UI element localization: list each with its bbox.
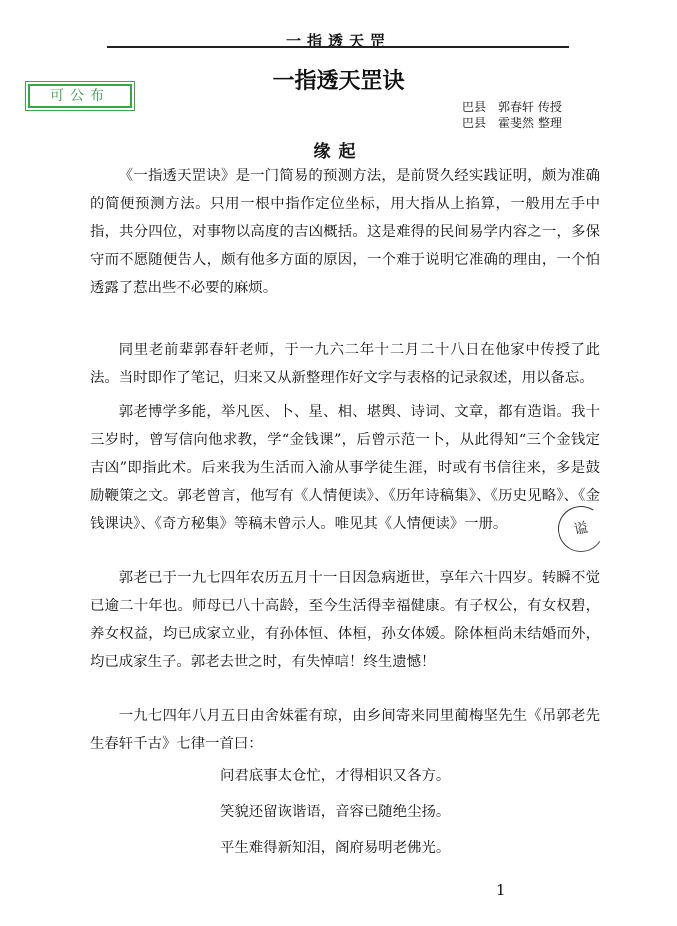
document-title: 一指透天罡诀 bbox=[272, 69, 405, 94]
running-header: 一指透天罡 bbox=[285, 32, 391, 50]
handwritten-margin-note: 谥 bbox=[554, 502, 609, 557]
paragraph: 郭老博学多能，举凡医、卜、星、相、堪舆、诗词、文章，都有造诣。我十三岁时，曾写信向他求教，学“金钱课”，后曾示范一卜，从此得知“三个金钱定吉凶”即指此术。后来我为生活而入渝从事学徒生涯，时或有书信往来，多是鼓励鞭策之文。郭老曾言，他写有《人情便读》、《历年诗稿集》、《历史见略》、《金钱课诀》、《奇方秘集》等稿未曾示人。唯见其《人情便读》一册。 bbox=[90, 404, 600, 532]
poem-line: 笑貌还留诙谐语，音容已随绝尘扬。 bbox=[220, 804, 451, 820]
paragraph: 郭老已于一九七四年农历五月十一日因急病逝世，享年六十四岁。转瞬不觉已逾二十年也。师母已八十高龄，至今生活得幸福健康。有子权公，有女权碧，养女权益，均已成家立业，有孙体恒、体桓，孙女体媛。除体桓尚未结婚而外，均已成家生子。郭老去世之时，有失悼唁！终生遗憾！ bbox=[90, 570, 600, 670]
page-number: 1 bbox=[496, 881, 506, 899]
poem-line: 平生难得新知泪，阁府易明老佛光。 bbox=[220, 840, 451, 856]
byline-editor: 巴县 霍斐然 整理 bbox=[462, 116, 562, 130]
approval-stamp: 可公布 bbox=[28, 84, 132, 108]
paragraph: 一九七四年八月五日由舍妹霍有琼，由乡间寄来同里蔺梅坚先生《吊郭老先生春轩千古》七律一首曰： bbox=[90, 708, 600, 752]
byline-transmitter: 巴县 郭春轩 传授 bbox=[462, 100, 562, 114]
paragraph: 同里老前辈郭春轩老师，于一九六二年十二月二十八日在他家中传授了此法。当时即作了笔记，归来又从新整理作好文字与表格的记录叙述，用以备忘。 bbox=[90, 342, 600, 386]
poem-line: 问君底事太仓忙，才得相识又各方。 bbox=[220, 768, 451, 784]
section-title: 缘起 bbox=[313, 142, 364, 162]
header-rule bbox=[107, 46, 569, 48]
paragraph: 《一指透天罡诀》是一门简易的预测方法，是前贤久经实践证明，颇为准确的简便预测方法。只用一根中指作定位坐标，用大指从上掐算，一般用左手中指，共分四位，对事物以高度的吉凶概括。这是难得的民间易学内容之一，多保守而不愿随便告人，颇有他多方面的原因，一个难于说明它准确的理由，一个怕透露了惹出些不必要的麻烦。 bbox=[90, 168, 600, 296]
